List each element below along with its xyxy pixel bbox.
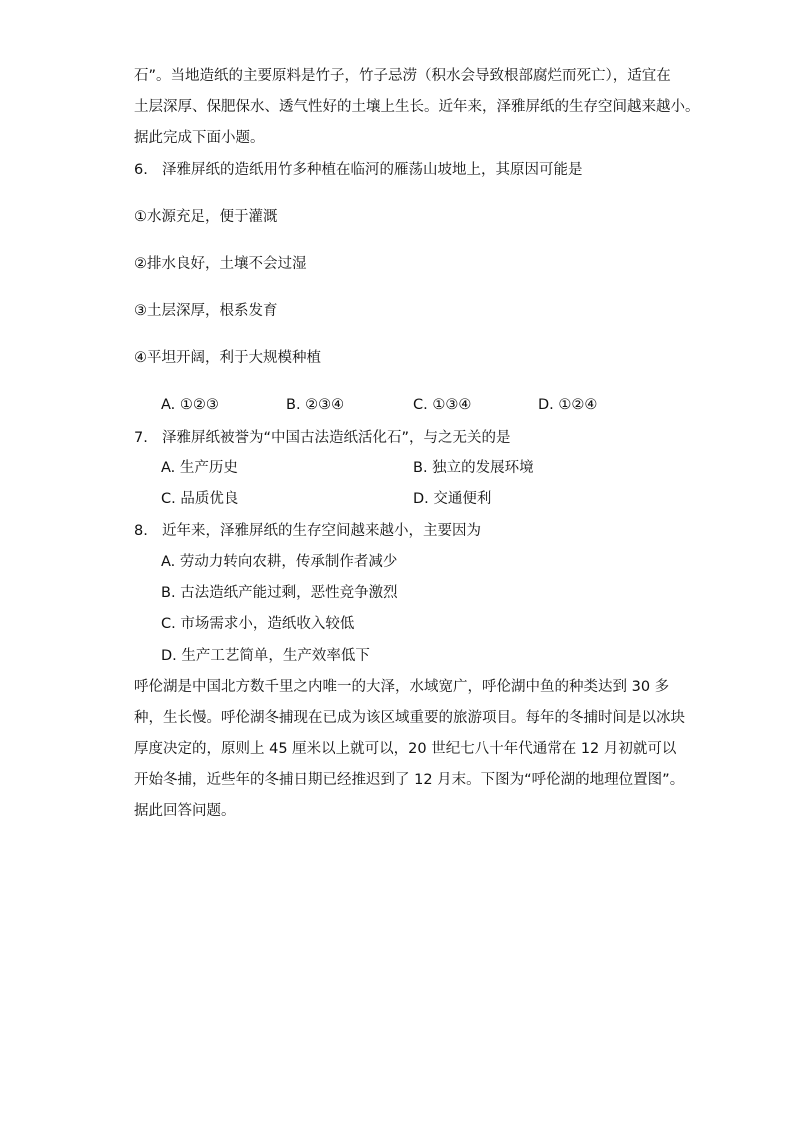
option-d[interactable]: D. ①②④ [538, 397, 598, 413]
question-stem: 泽雅屏纸被誉为“中国古法造纸活化石”，与之无关的是 [162, 430, 511, 446]
question-stem: 泽雅屏纸的造纸用竹多种植在临河的雁荡山坡地上，其原因可能是 [162, 162, 583, 178]
option-c[interactable]: C. ①③④ [413, 397, 472, 413]
statement-3: ③土层深厚，根系发育 [134, 303, 278, 319]
option-d[interactable]: D. 生产工艺简单，生产效率低下 [161, 648, 370, 664]
option-a[interactable]: A. 劳动力转向农耕，传承制作者减少 [161, 554, 398, 570]
question-stem: 近年来，泽雅屏纸的生存空间越来越小，主要因为 [162, 523, 481, 539]
option-d[interactable]: D. 交通便利 [413, 491, 492, 507]
passage-line: 土层深厚、保肥保水、透气性好的土壤上生长。近年来，泽雅屏纸的生存空间越来越小。 [134, 99, 700, 115]
passage-line: 种，生长慢。呼伦湖冬捕现在已成为该区域重要的旅游项目。每年的冬捕时间是以冰块 [134, 710, 685, 726]
passage-line: 据此回答问题。 [134, 803, 236, 819]
passage-line: 开始冬捕，近些年的冬捕日期已经推迟到了 12 月末。下图为“呼伦湖的地理位置图”。 [134, 772, 685, 788]
statement-4: ④平坦开阔，利于大规模种植 [134, 350, 321, 366]
passage-line: 呼伦湖是中国北方数千里之内唯一的大泽，水域宽广，呼伦湖中鱼的种类达到 30 多 [134, 679, 670, 695]
question-number: 8. [134, 523, 148, 539]
statement-2: ②排水良好，土壤不会过湿 [134, 256, 307, 272]
option-b[interactable]: B. 独立的发展环境 [413, 460, 534, 476]
option-c[interactable]: C. 品质优良 [161, 491, 239, 507]
option-a[interactable]: A. ①②③ [161, 397, 219, 413]
question-number: 7. [134, 430, 148, 446]
statement-1: ①水源充足，便于灌溉 [134, 209, 278, 225]
passage-line: 据此完成下面小题。 [134, 130, 265, 146]
option-c[interactable]: C. 市场需求小，造纸收入较低 [161, 616, 355, 632]
passage-line: 厚度决定的，原则上 45 厘米以上就可以，20 世纪七八十年代通常在 12 月初就可以 [134, 741, 677, 757]
option-b[interactable]: B. 古法造纸产能过剩，恶性竞争激烈 [161, 585, 398, 601]
option-b[interactable]: B. ②③④ [286, 397, 345, 413]
question-number: 6. [134, 162, 148, 178]
passage-line: 石”。当地造纸的主要原料是竹子，竹子忌涝（积水会导致根部腐烂而死亡），适宜在 [134, 68, 671, 84]
option-a[interactable]: A. 生产历史 [161, 460, 238, 476]
